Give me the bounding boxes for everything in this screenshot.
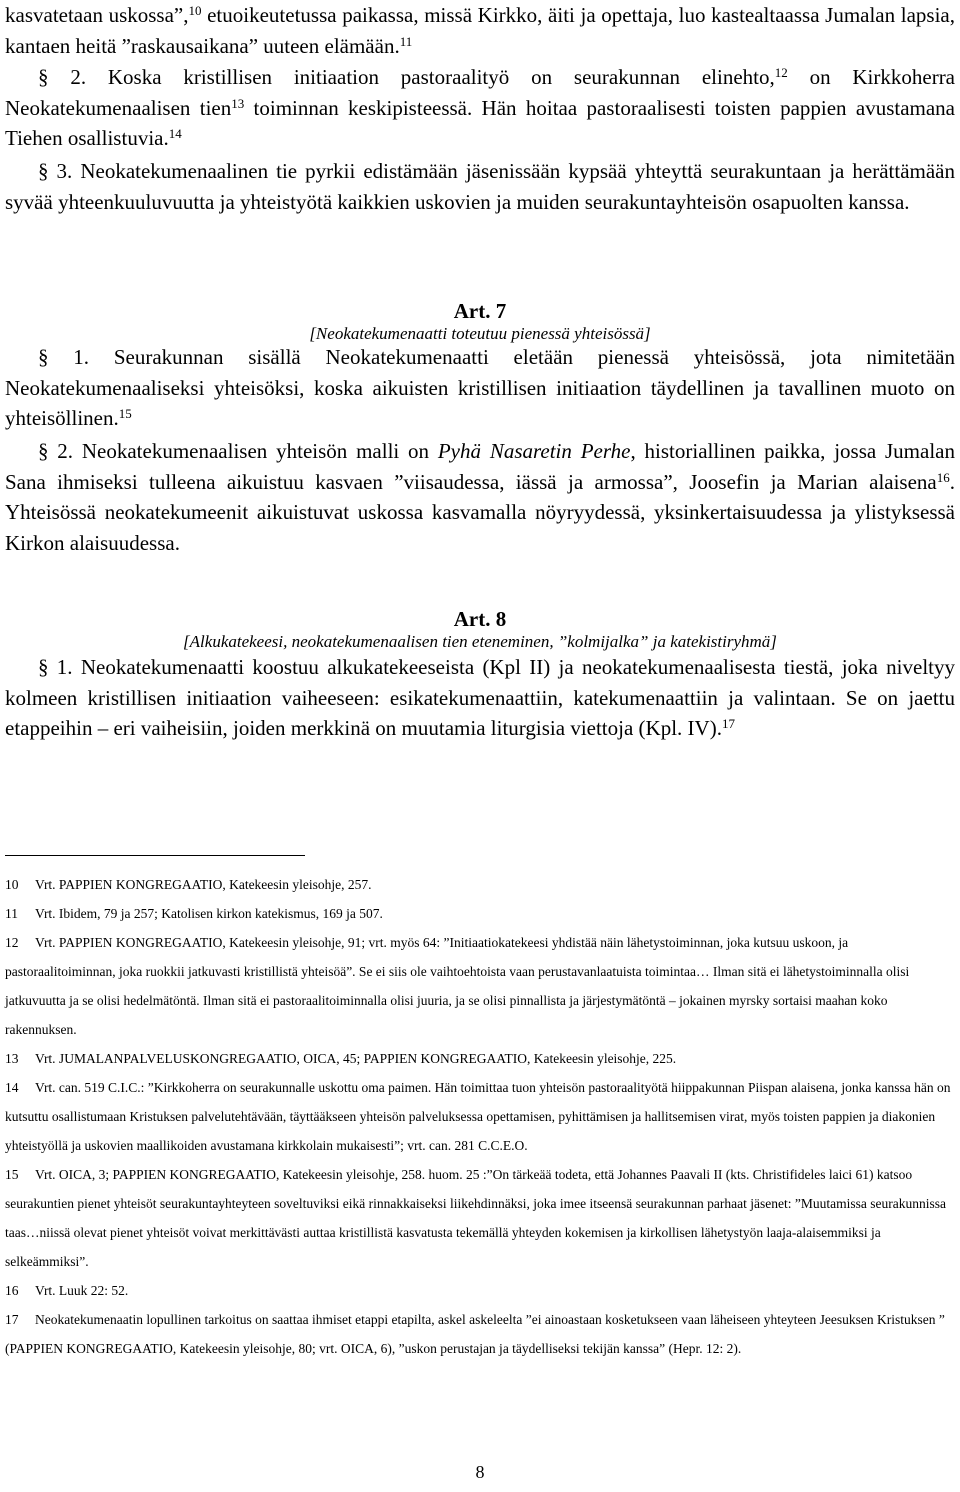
section-3-paragraph: § 3. Neokatekumenaalinen tie pyrkii edistämään jäsenissään kypsää yhteyttä seurakuntaan ja herättämään syvää yhteenkuuluvuutta ja yhteistyötä kaikkien uskovien ja muiden seurakuntayhteisön osapuolten kanssa. bbox=[5, 159, 955, 214]
footnote-ref-12[interactable]: 12 bbox=[774, 65, 788, 80]
paragraph-continuation: kasvatetaan uskossa”,$^{10}$ etuoikeutetussa paikassa, missä Kirkko, äiti ja opettaja, luo kastealtaassa Jumalan lapsia, kantaen heitä ”raskausaikana” uuteen elämään.$^{11}$ bbox=[5, 3, 955, 58]
article-7-section-2: § 2. Neokatekumenaalisen yhteisön malli on Pyhä Nasaretin Perhe, historiallinen paikka, jossa Jumalan Sana ihmiseksi tulleena aikuistuu kasvaen ”viisaudessa, iässä ja armossa”, Joosefin ja Marian alaisena$^{16}$. Yhteisössä neokatekumeenit aikuistuvat uskossa kasvamalla nöyryydessä, yksinkertaisuudessa ja ylistyksessä Kirkon alaisuudessa. bbox=[5, 439, 955, 555]
footnote-ref-17[interactable]: 17 bbox=[721, 716, 735, 731]
article-7-section-1: § 1. Seurakunnan sisällä Neokatekumenaatti eletään pienessä yhteisössä, jota nimitetään Neokatekumenaaliseksi yhteisöksi, koska aikuisten kristillisen initiaation täydellinen ja tavallinen muoto on yhteisöllinen.$^{15}$ bbox=[5, 345, 955, 430]
footnote-ref-13[interactable]: 13 bbox=[231, 95, 245, 111]
footnote-number: 15 bbox=[5, 1167, 19, 1182]
section-2-paragraph: § 2. Koska kristillisen initiaation pastoraalityö on seurakunnan elinehto,$^{12}$ on Kirkkoherra Neokatekumenaalisen tien$^{13}$ toiminnan keskipisteessä. Hän hoitaa pastoraalisesti toisten pappien avustamana Tiehen osallistuvia.$^{14}$ bbox=[5, 65, 956, 150]
footnote bbox=[5, 1044, 955, 1073]
footnote-text: Vrt. can. 519 C.I.C.: ”Kirkkoherra on seurakunnalle uskottu oma paimen. Hän toimittaa tuon yhteisön pastoraalityötä hiippakunnan Piispan alaisena, jonka kanssa hän on kutsuttu osallistumaan Kristuksen palvelutehtävään, täyttääkseen yhteisön palveluksessa opettamisen, pyhittämisen ja hallitsemisen virat, myös toisten pappien ja diakonien yhteistyöllä ja uskovien maallikoiden avustamana kirkkolain mukaisesti”; vrt. can. 281 C.C.E.O. bbox=[5, 1080, 951, 1153]
footnote-ref-10[interactable]: 10 bbox=[188, 3, 202, 18]
footnote-ref-11[interactable]: 11 bbox=[399, 33, 413, 49]
footnote-number: 17 bbox=[5, 1312, 19, 1327]
footnote-text: Vrt. PAPPIEN KONGREGAATIO, Katekeesin yleisohje, 91; vrt. myös 64: ”Initiaatiokatekeesi yhdistää näin lähetystoiminnan, joka kutsuu uskoon, ja pastoraalitoiminnan, joka ruokkii jatkuvasti kristillistä yhteisöä”. Se ei siis ole vaihtoehtoista vaan perustavanlaatuista toimintaa… Ilman sitä ei lähetystoiminnalla olisi jatkuvuutta ja se olisi hedelmätöntä. Ilman sitä ei pastoraalitoiminnalla olisi juuria, ja se olisi pinnallista ja järjestymätöntä – jokainen myrsky sortaisi maahan koko rakennuksen. bbox=[5, 935, 910, 1037]
footnote-ref-15[interactable]: 15 bbox=[118, 406, 132, 421]
footnote-ref-14[interactable]: 14 bbox=[168, 126, 182, 141]
footnote bbox=[5, 928, 955, 1044]
footnote-number: 16 bbox=[5, 1283, 19, 1298]
footnote-number: 12 bbox=[5, 935, 19, 950]
footnote-text: Neokatekumenaatin lopullinen tarkoitus on saattaa ihmiset etappi etapilta, askel askeleelta ”ei ainoastaan kosketukseen vaan läheiseen yhteyteen Jeesuksen Kristuksen ” (PAPPIEN KONGREGAATIO, Katekeesin yleisohje, 80; vrt. OICA, 6), ”uskon perustajan ja täydelliseksi tekijän kanssa” (Hepr. 12: 2). bbox=[5, 1312, 945, 1356]
footnote-text: Vrt. JUMALANPALVELUSKONGREGAATIO, OICA, 45; PAPPIEN KONGREGAATIO, Katekeesin yleisohje, 225. bbox=[35, 1051, 677, 1066]
footnote bbox=[5, 1305, 955, 1363]
article-7-heading: Art. 7 bbox=[453, 299, 507, 323]
article-8-subtitle: [Alkukatekeesi, neokatekumenaalisen tien eteneminen, ”kolmijalka” ja katekistiryhmä] bbox=[183, 632, 777, 651]
footnote bbox=[5, 1160, 955, 1276]
footnote-separator bbox=[5, 855, 305, 856]
footnote bbox=[5, 899, 955, 928]
footnote-text: Vrt. Ibidem, 79 ja 257; Katolisen kirkon katekismus, 169 ja 507. bbox=[35, 906, 383, 921]
footnote bbox=[5, 870, 955, 899]
footnote-number: 10 bbox=[5, 877, 19, 892]
footnote-number: 13 bbox=[5, 1051, 19, 1066]
footnote-text: Vrt. Luuk 22: 52. bbox=[35, 1283, 129, 1298]
footnotes bbox=[5, 870, 955, 1363]
footnote bbox=[5, 1276, 955, 1305]
footnote-number: 14 bbox=[5, 1080, 19, 1095]
footnote-text: Vrt. OICA, 3; PAPPIEN KONGREGAATIO, Katekeesin yleisohje, 258. huom. 25 :”On tärkeää todeta, että Johannes Paavali II (kts. Christifideles laici 61) katsoo seurakuntien pienet yhteisöt seurakuntayhteyteen soveltuviksi eikä rinnakkaiseksi liikehdinnäksi, joka imee itseensä seurakunnan parhaat jäsenet: ”Muutamissa seurakunnissa taas…niissä olevat pienet yhteisöt voivat merkittävästi auttaa kristillistä kasvatusta tekemällä yhteyden kokemisen ja kirkollisen lähetystyön laaja-alaisemmiksi ja selkeämmiksi”. bbox=[5, 1167, 946, 1269]
article-8-section-1: § 1. Neokatekumenaatti koostuu alkukatekeeseista (Kpl II) ja neokatekumenaalisesta tiestä, joka niveltyy kolmeen kristillisen initiaation vaiheeseen: esikatekumenaattiin, katekumenaattiin ja valintaan. Se on jaettu etappeihin – eri vaiheisiin, joiden merkkinä on muutamia liturgisia viettoja (Kpl. IV).$^{17}$ bbox=[5, 655, 955, 740]
footnote-text: Vrt. PAPPIEN KONGREGAATIO, Katekeesin yleisohje, 257. bbox=[35, 877, 372, 892]
footnote-number: 11 bbox=[5, 906, 18, 921]
article-8-heading: Art. 8 bbox=[453, 607, 507, 631]
footnote bbox=[5, 1073, 955, 1160]
page-number: 8 bbox=[475, 1462, 485, 1482]
footnote-ref-16[interactable]: 16 bbox=[936, 469, 950, 485]
article-7-subtitle: [Neokatekumenaatti toteutuu pienessä yhteisössä] bbox=[309, 324, 651, 343]
